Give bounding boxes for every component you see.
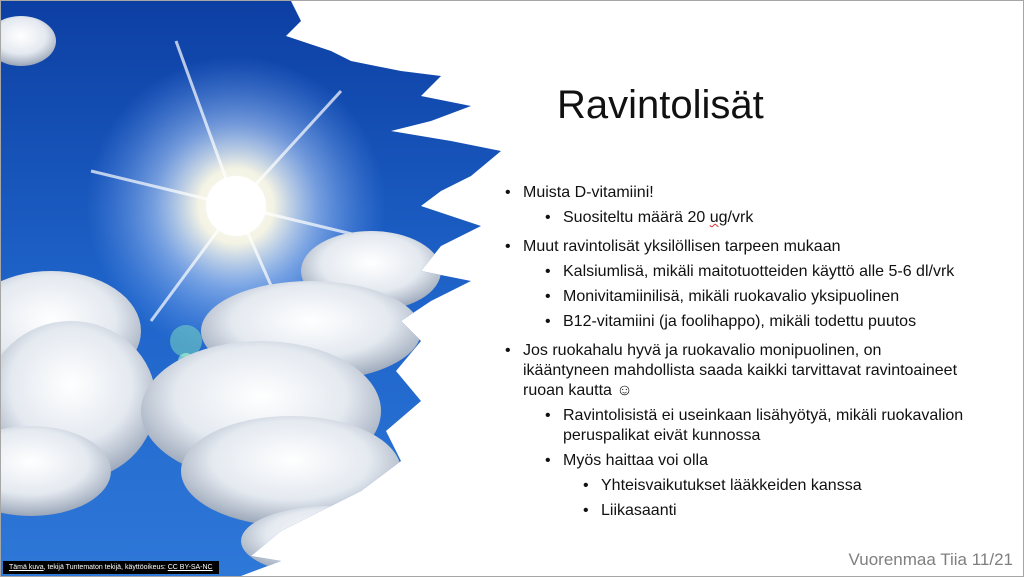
bullet-item: • Myös haittaa voi olla [501, 451, 971, 471]
bullet-list [501, 183, 971, 521]
bullet-item: • Kalsiumlisä, mikäli maitotuotteiden käyttö alle 5-6 dl/vrk [501, 262, 971, 282]
bullet-item: • Jos ruokahalu hyvä ja ruokavalio monipuolinen, on ikääntyneen mahdollista saada kaikki tarvittavat ravintoaineet ruoan kautta ☺ [501, 341, 971, 401]
spellcheck-underlined-word: ug [709, 209, 728, 226]
credit-text: , tekijä Tuntematon tekijä, käyttöoikeus: [43, 564, 168, 571]
bullet-item [501, 208, 971, 228]
bullet-item: • B12-vitamiini (ja foolihappo), mikäli todettu puutos [501, 312, 971, 332]
slide-title: Ravintolisät [557, 83, 764, 127]
bullet-text: /vrk [727, 209, 754, 226]
bullet-item: • Muista D-vitamiini! [501, 183, 971, 203]
bullet-item: • Yhteisvaikutukset lääkkeiden kanssa [501, 476, 971, 496]
slide-footer: Vuorenmaa Tiia 11/21 [848, 550, 1013, 569]
bullet-item: • Monivitamiinilisä, mikäli ruokavalio yksipuolinen [501, 287, 971, 307]
bullet-item: • Muut ravintolisät yksilöllisen tarpeen mukaan [501, 237, 971, 257]
image-link[interactable]: Tämä kuva [9, 564, 44, 571]
sky-sun-image [1, 1, 521, 576]
bullet-item: • Ravintolisistä ei useinkaan lisähyötyä, mikäli ruokavalion peruspalikat eivät kunnossa [501, 406, 971, 446]
bullet-text: Suositeltu määrä 20 [563, 209, 710, 226]
image-credit [3, 561, 219, 574]
license-link[interactable]: CC BY-SA-NC [167, 564, 213, 571]
bullet-item: • Liikasaanti [501, 501, 971, 521]
